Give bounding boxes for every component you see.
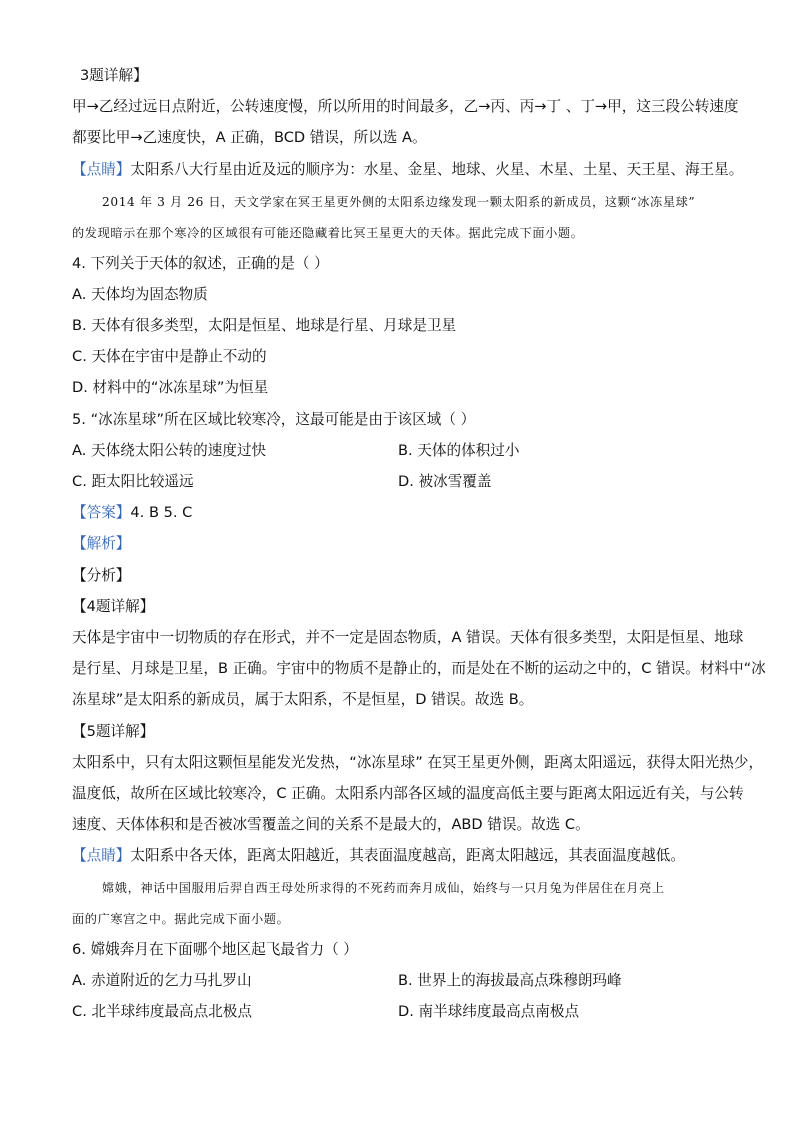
tip-1-text: 太阳系八大行星由近及远的顺序为：水星、金星、地球、火星、木星、土星、天王星、海王星。 bbox=[130, 161, 744, 178]
q4-option-a: A. 天体均为固态物质 bbox=[72, 286, 208, 303]
q5-option-b: B. 天体的体积过小 bbox=[398, 442, 520, 459]
q4-detail-line-1: 天体是宇宙中一切物质的存在形式，并不一定是固态物质，A 错误。天体有很多类型，太阳是恒星、地球 bbox=[72, 629, 744, 646]
tip-2 bbox=[72, 846, 685, 866]
q4-option-b: B. 天体有很多类型，太阳是恒星、地球是行星、月球是卫星 bbox=[72, 317, 457, 334]
q6-stem: 6. 嫦娥奔月在下面哪个地区起飞最省力（ ） bbox=[72, 941, 358, 958]
q4-detail-heading: 【4题详解】 bbox=[72, 598, 155, 615]
answer-text: 4. B 5. C bbox=[130, 504, 193, 521]
q4-detail-line-2: 是行星、月球是卫星，B 正确。宇宙中的物质不是静止的，而是处在不断的运动之中的，C 错误。材料中“冰 bbox=[72, 660, 766, 677]
fenxi-tag: 【分析】 bbox=[72, 567, 131, 584]
analysis-tag: 【解析】 bbox=[72, 535, 131, 552]
q5-detail-line-2: 温度低，故所在区域比较寒冷，C 正确。太阳系内部各区域的温度高低主要与距离太阳远近有关，与公转 bbox=[72, 785, 744, 802]
material-2-line-2: 面的广寒宫之中。据此完成下面小题。 bbox=[72, 912, 290, 926]
q5-detail-line-1: 太阳系中，只有太阳这颗恒星能发光发热，“冰冻星球” 在冥王星更外侧，距离太阳遥远，获得太阳光热少， bbox=[72, 754, 764, 771]
q4-option-c: C. 天体在宇宙中是静止不动的 bbox=[72, 348, 267, 365]
q5-option-c: C. 距太阳比较遥远 bbox=[72, 473, 194, 490]
q4-option-d: D. 材料中的“冰冻星球”为恒星 bbox=[72, 379, 269, 396]
q6-option-d: D. 南半球纬度最高点南极点 bbox=[398, 1003, 580, 1020]
tip-2-tag: 【点睛】 bbox=[72, 847, 131, 864]
material-1-line-2: 的发现暗示在那个寒冷的区域很有可能还隐藏着比冥王星更大的天体。据此完成下面小题。 bbox=[72, 226, 584, 240]
material-1-line-1: 2014 年 3 月 26 日，天文学家在冥王星更外侧的太阳系边缘发现一颗太阳系的新成员，这颗“冰冻星球” bbox=[102, 195, 696, 209]
q4-stem: 4. 下列关于天体的叙述，正确的是（ ） bbox=[72, 255, 329, 272]
q3-detail-line-2: 都要比甲→乙速度快，A 正确，BCD 错误，所以选 A。 bbox=[72, 129, 427, 146]
tip-1 bbox=[72, 160, 743, 180]
tip-2-text: 太阳系中各天体，距离太阳越近，其表面温度越高，距离太阳越远，其表面温度越低。 bbox=[130, 847, 685, 864]
q4-detail-line-3: 冻星球”是太阳系的新成员，属于太阳系，不是恒星，D 错误。故选 B。 bbox=[72, 691, 534, 708]
q5-option-d: D. 被冰雪覆盖 bbox=[398, 473, 492, 490]
answer-line bbox=[72, 503, 192, 523]
q5-option-a: A. 天体绕太阳公转的速度过快 bbox=[72, 442, 267, 459]
q3-detail-line-1: 甲→乙经过远日点附近，公转速度慢，所以所用的时间最多，乙→丙、丙→丁 、丁→甲，这三段公转速度 bbox=[72, 98, 739, 115]
q5-stem: 5. “冰冻星球”所在区域比较寒冷，这最可能是由于该区域（ ） bbox=[72, 411, 476, 428]
answer-tag: 【答案】 bbox=[72, 504, 131, 521]
q6-option-c: C. 北半球纬度最高点北极点 bbox=[72, 1003, 253, 1020]
q5-detail-heading: 【5题详解】 bbox=[72, 723, 155, 740]
tip-1-tag: 【点睛】 bbox=[72, 161, 131, 178]
q6-option-a: A. 赤道附近的乞力马扎罗山 bbox=[72, 972, 252, 989]
q3-detail-heading: 3题详解】 bbox=[80, 67, 148, 84]
q6-option-b: B. 世界上的海拔最高点珠穆朗玛峰 bbox=[398, 972, 622, 989]
material-2-line-1: 嫦娥，神话中国服用后羿自西王母处所求得的不死药而奔月成仙，始终与一只月兔为伴居住在月亮上 bbox=[102, 881, 665, 895]
q5-detail-line-3: 速度、天体体积和是否被冰雪覆盖之间的关系不是最大的，ABD 错误。故选 C。 bbox=[72, 816, 590, 833]
